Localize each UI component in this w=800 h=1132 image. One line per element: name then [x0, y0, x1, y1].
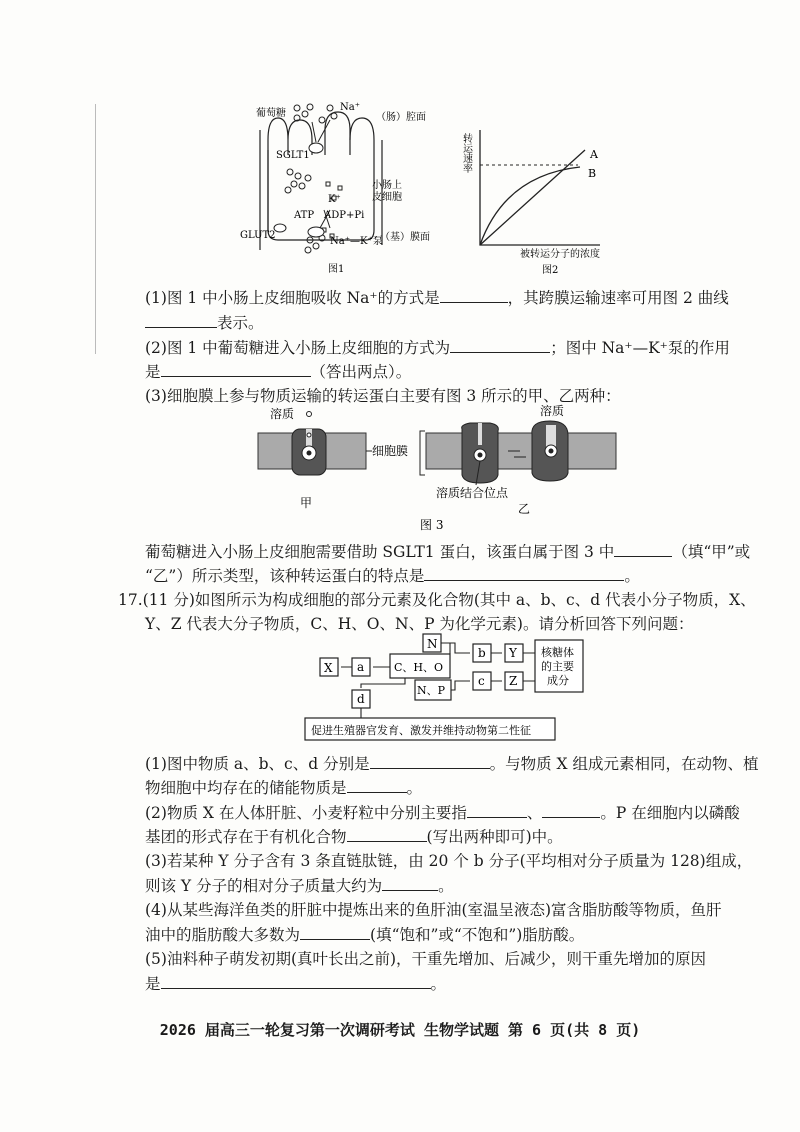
fig1-glucose-label: 葡萄糖 [256, 108, 286, 119]
figure-3 [250, 405, 630, 535]
fig2-xlabel: 被转运分子的浓度 [520, 249, 600, 260]
q16-line-3 [145, 336, 730, 359]
q17-diagram [305, 632, 595, 744]
q16-line-5: (3)细胞膜上参与物质运输的转运蛋白主要有图 3 所示的甲、乙两种： [145, 387, 621, 405]
fig1-cell-label-2: 皮细胞 [372, 192, 402, 203]
q17-3-text-c: 。 [438, 877, 454, 895]
q17-5-text-c: 。 [430, 975, 447, 993]
fig3-binding-site-label: 溶质结合位点 [436, 486, 509, 500]
answer-blank[interactable] [614, 540, 672, 557]
q17-1-text-d: 。 [406, 779, 423, 797]
answer-blank[interactable] [450, 336, 550, 353]
diag-CHO: C、H、O [394, 661, 444, 674]
diag-NP: N、P [417, 684, 446, 697]
curve-a-line [480, 150, 585, 245]
q16-line-6 [145, 540, 750, 563]
fig3-yi-label: 乙 [518, 502, 531, 516]
q16-1-text-a: (1)图 1 中小肠上皮细胞吸收 Na⁺的方式是 [145, 289, 440, 307]
fig1-basal-label: （基）膜面 [380, 232, 430, 243]
fig3-solute-right: 溶质 [540, 404, 565, 418]
answer-blank[interactable] [440, 286, 508, 303]
fig3-caption: 图 3 [420, 518, 444, 532]
fig2-caption: 图2 [542, 265, 559, 276]
fig2-curve-a-label: A [590, 148, 598, 161]
q16-2-text-c: 是 [145, 363, 161, 381]
q17-4-text-c: (填“饱和”或“不饱和”)脂肪酸。 [370, 926, 585, 944]
diag-X: X [324, 661, 333, 675]
q17-line-4 [145, 825, 563, 848]
q16-1-text-c: 表示。 [217, 314, 264, 332]
q17-2-text-b: 、 [526, 804, 543, 822]
answer-blank[interactable] [161, 360, 311, 377]
fig2-ylabel: 转运速率 [460, 133, 472, 173]
q17-2-text-d: 基团的形式存在于有机化合物 [145, 828, 347, 846]
fig3-jia-label: 甲 [300, 496, 313, 510]
answer-blank[interactable] [347, 825, 427, 842]
fig1-glut2-label: GLUT2 [240, 230, 276, 241]
q17-4-text-b: 油中的脂肪酸大多数为 [145, 926, 301, 944]
fig3-solute-left: 溶质 [270, 407, 295, 421]
curve-b-line [480, 167, 580, 245]
diag-Z: Z [509, 674, 518, 688]
fig1-cell-label-1: 小肠上 [372, 180, 402, 191]
q17-1-text-c: 物细胞中均存在的储能物质是 [145, 779, 347, 797]
q17-5-text-b: 是 [145, 975, 161, 993]
q16-line-2 [145, 311, 264, 334]
q17-2-text-e: (写出两种即可)中。 [426, 828, 563, 846]
q17-1-text-b: 。与物质 X 组成元素相同，在动物、植 [489, 755, 759, 773]
fig1-atp-label: ATP [294, 210, 315, 221]
q17-intro-1: 17.(11 分)如图所示为构成细胞的部分元素及化合物(其中 a、b、c、d 代表小分子物质，X、 [118, 591, 756, 609]
q16-line-1 [145, 286, 729, 309]
q16-2-text-d: （答出两点）。 [310, 363, 412, 381]
q17-line-5: (3)若某种 Y 分子含有 3 条直链肽链，由 20 个 b 分子(平均相对分子质量为 128)组成， [145, 852, 753, 870]
q16-3-text-c: “乙”）所示类型，该种转运蛋白的特点是 [145, 567, 425, 585]
diag-N: N [427, 637, 438, 651]
q17-intro-2: Y、Z 代表大分子物质，C、H、O、N、P 为化学元素)。请分析回答下列问题： [145, 615, 694, 633]
q16-3-text-d: 。 [624, 567, 640, 585]
q17-line-6 [145, 874, 454, 897]
q17-line-9: (5)油料种子萌发初期(真叶长出之前)，干重先增加、后减少，则干重先增加的原因 [145, 950, 707, 968]
answer-blank[interactable] [467, 801, 527, 818]
page-edge-line [95, 104, 96, 354]
fig1-caption: 图1 [328, 264, 345, 275]
fig1-lumen-label: （肠）腔面 [376, 112, 426, 123]
q17-line-2 [145, 776, 422, 799]
figure-1 [240, 100, 450, 278]
answer-blank[interactable] [370, 752, 490, 769]
answer-blank[interactable] [145, 311, 217, 328]
diag-d-function: 促进生殖器官发育、激发并维持动物第二性征 [311, 724, 531, 737]
diag-ribosome-1: 核糖体 [541, 646, 574, 659]
q17-line-7: (4)从某些海洋鱼类的肝脏中提炼出来的鱼肝油(室温呈液态)富含脂肪酸等物质，鱼肝 [145, 901, 722, 919]
diag-a: a [357, 660, 365, 674]
answer-blank[interactable] [542, 801, 600, 818]
q17-line-3 [145, 801, 740, 824]
q17-line-8 [145, 923, 584, 946]
q16-line-7 [145, 564, 640, 587]
diag-b: b [478, 646, 486, 660]
q16-line-4 [145, 360, 411, 383]
fig2-curve-b-label: B [588, 167, 597, 180]
figure-2 [460, 125, 620, 277]
q16-1-text-b: ，其跨膜运输速率可用图 2 曲线 [507, 289, 729, 307]
q16-2-text-b: ；图中 Na⁺—K⁺泵的作用 [550, 339, 730, 357]
fig1-adp-label: ADP+Pi [324, 210, 365, 221]
q17-2-text-a: (2)物质 X 在人体肝脏、小麦籽粒中分别主要指 [145, 804, 467, 822]
diag-c: c [478, 674, 485, 688]
q17-line-1 [145, 752, 758, 775]
fig3-membrane-label: 细胞膜 [372, 444, 409, 458]
diag-Y: Y [509, 646, 517, 660]
fig1-pump-label: Na⁺—K⁺泵 [330, 236, 383, 247]
answer-blank[interactable] [382, 874, 438, 891]
fig1-na-label: Na⁺ [340, 102, 360, 113]
answer-blank[interactable] [347, 776, 407, 793]
answer-blank[interactable] [300, 923, 370, 940]
q17-line-10 [145, 972, 446, 995]
page-footer: 2026 届高三一轮复习第一次调研考试 生物学试题 第 6 页(共 8 页) [159, 1021, 641, 1039]
q16-3-text-b: （填“甲”或 [672, 543, 751, 561]
diag-ribosome-3: 成分 [547, 674, 569, 687]
answer-blank[interactable] [161, 972, 431, 989]
q16-3-text-a: 葡萄糖进入小肠上皮细胞需要借助 SGLT1 蛋白，该蛋白属于图 3 中 [145, 543, 615, 561]
q17-3-text-b: 则该 Y 分子的相对分子质量大约为 [145, 877, 383, 895]
q17-1-text-a: (1)图中物质 a、b、c、d 分别是 [145, 755, 370, 773]
fig1-sglt1-label: SGLT1 [276, 150, 310, 161]
diag-ribosome-2: 的主要 [541, 660, 574, 673]
answer-blank[interactable] [424, 564, 624, 581]
q17-2-text-c: 。P 在细胞内以磷酸 [600, 804, 740, 822]
q16-2-text-a: (2)图 1 中葡萄糖进入小肠上皮细胞的方式为 [145, 339, 451, 357]
fig1-k-label: K⁺ [328, 194, 341, 205]
diag-d: d [357, 692, 365, 706]
